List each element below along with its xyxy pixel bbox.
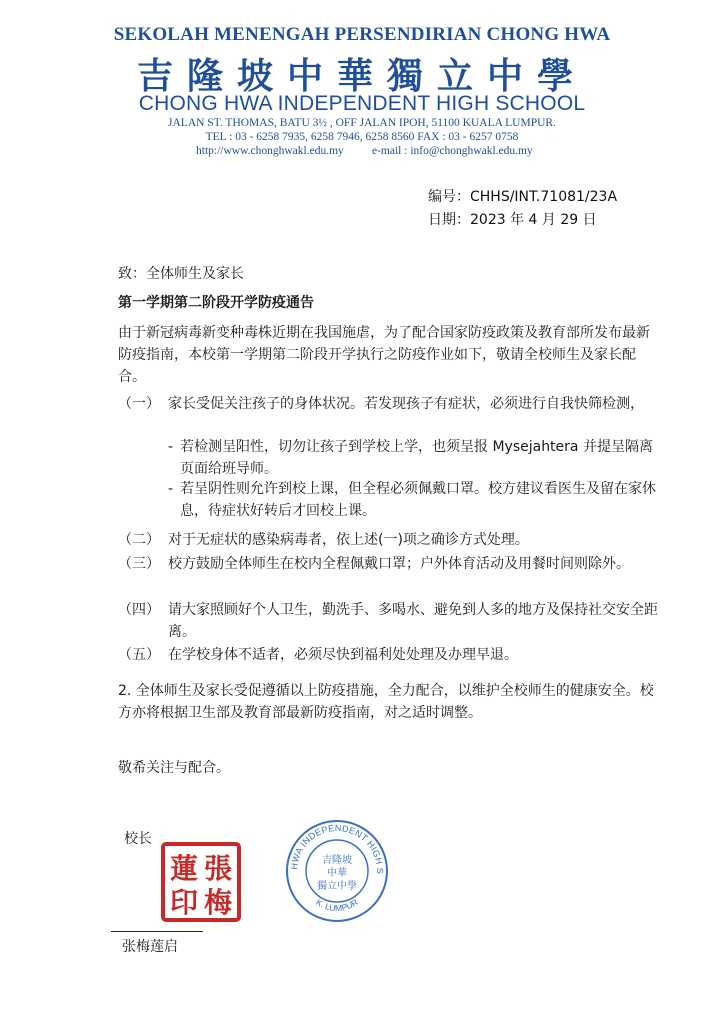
item-text: 请大家照顾好个人卫生，勤洗手、多喝水、避免到人多的地方及保持社交安全距离。 bbox=[168, 602, 658, 640]
item-number: （四） bbox=[118, 602, 160, 618]
seal-char: 印 bbox=[169, 886, 199, 919]
principal-label: 校长 bbox=[124, 831, 152, 847]
seal-char: 蓮 bbox=[169, 852, 199, 885]
item-text: 在学校身体不适者，必须尽快到福利处处理及办理早退。 bbox=[168, 647, 518, 663]
sub-item-dash: - bbox=[168, 481, 174, 497]
item-number: （五） bbox=[118, 647, 160, 663]
item-text: 对于无症状的感染病毒者，依上述(一)项之确诊方式处理。 bbox=[168, 532, 529, 548]
signer-name: 张梅莲启 bbox=[122, 939, 178, 955]
sub-list-item bbox=[168, 478, 666, 522]
recipient-line: 致：全体师生及家长 bbox=[118, 266, 244, 282]
sub-item-text: 若呈阴性则允许到校上课，但全程必须佩戴口罩。校方建议看医生及留在家休息，待症状好转后才回校上课。 bbox=[180, 481, 656, 519]
second-paragraph: 2. 全体师生及家长受促遵循以上防疫措施，全力配合，以维护全校师生的健康安全。校方亦将根据卫生部及教育部最新防疫指南，对之适时调整。 bbox=[118, 683, 654, 721]
sub-item-dash: - bbox=[168, 439, 174, 455]
school-malay-name: SEKOLAH MENENGAH PERSENDIRIAN CHONG HWA bbox=[113, 24, 611, 45]
school-tel-fax: TEL : 03 - 6258 7935, 6258 7946, 6258 8560 FAX : 03 - 6257 0758 bbox=[205, 131, 519, 143]
list-item bbox=[118, 644, 666, 666]
school-address: JALAN ST. THOMAS, BATU 3½ , OFF JALAN IPOH, 51100 KUALA LUMPUR. bbox=[168, 117, 556, 129]
school-english-name: CHONG HWA INDEPENDENT HIGH SCHOOL bbox=[138, 92, 586, 115]
stamp-ring-text: HWA INDEPENDENT HIGH S bbox=[288, 822, 386, 875]
school-email-link[interactable]: e-mail : info@chonghwakl.edu.my bbox=[372, 145, 533, 157]
stamp-center-line: 吉隆坡 bbox=[322, 855, 352, 866]
sub-list-item bbox=[168, 436, 666, 480]
list-item bbox=[118, 553, 666, 575]
letter-date: 日期：2023 年 4 月 29 日 bbox=[428, 212, 597, 228]
notice-subject: 第一学期第二阶段开学防疫通告 bbox=[118, 295, 314, 311]
signature-line bbox=[111, 931, 203, 932]
list-item bbox=[118, 393, 666, 415]
reference-number: 编号：CHHS/INT.71081/23A bbox=[428, 189, 618, 205]
school-chinese-name: 吉隆坡中華獨立中學 bbox=[136, 55, 587, 97]
item-text: 校方鼓励全体师生在校内全程佩戴口罩；户外体育活动及用餐时间则除外。 bbox=[168, 556, 630, 572]
list-item bbox=[118, 529, 666, 551]
seal-char: 梅 bbox=[203, 886, 233, 919]
school-stamp bbox=[284, 818, 390, 924]
sub-item-text: 若检测呈阳性，切勿让孩子到学校上学，也须呈报 Mysejahtera 并提呈隔离页面给班导师。 bbox=[180, 439, 653, 477]
item-number: （二） bbox=[118, 532, 160, 548]
item-number: （三） bbox=[118, 556, 160, 572]
seal-graphic bbox=[160, 841, 242, 923]
intro-paragraph: 由于新冠病毒新变种毒株近期在我国施虐，为了配合国家防疫政策及教育部所发布最新防疫指南，本校第一学期第二阶段开学执行之防疫作业如下，敬请全校师生及家长配合。 bbox=[118, 325, 650, 385]
list-item bbox=[118, 599, 666, 643]
stamp-center-line: 中華 bbox=[327, 868, 347, 879]
seal-char: 張 bbox=[203, 852, 233, 885]
stamp-bottom-text: K. LUMPUR bbox=[314, 896, 360, 914]
school-website-link[interactable]: http://www.chonghwakl.edu.my bbox=[196, 145, 344, 157]
stamp-graphic bbox=[284, 818, 390, 924]
svg-text:K. LUMPUR bbox=[314, 897, 359, 913]
closing-line: 敬希关注与配合。 bbox=[118, 760, 230, 776]
stamp-center-line: 獨立中學 bbox=[317, 881, 357, 892]
item-text: 家长受促关注孩子的身体状况。若发现孩子有症状，必须进行自我快筛检测， bbox=[168, 396, 644, 412]
principal-seal bbox=[160, 841, 242, 923]
item-number: （一） bbox=[118, 396, 160, 412]
